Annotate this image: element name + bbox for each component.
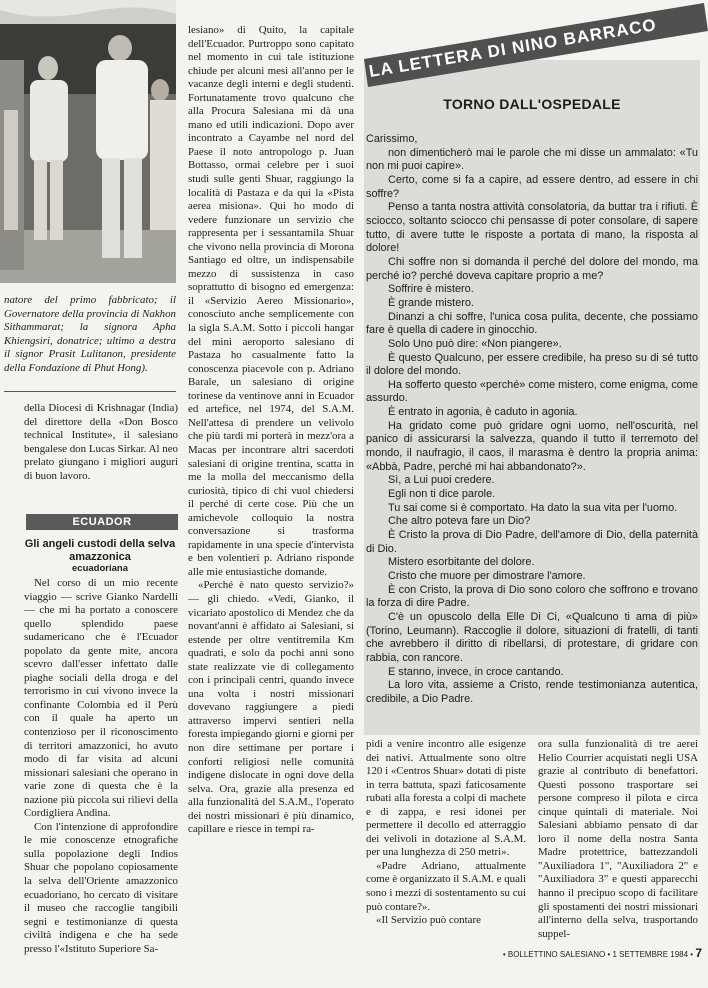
article-paragraph: Con l'intenzione di approfondire le mie conoscenze etnografiche sulla popolazione degli Indios Shuar che popolano copiosamente la selva dell'Oriente amazzonico ecuadoriano, ho cercato di visitare il museo che raccoglie tangibili segni e testimonianze di questa civiltà indigena e che ha sede presso l'«Istituto Superiore Sa-	[24, 820, 178, 955]
letter-paragraph: È Cristo la prova di Dio Padre, dell'amore di Dio, della paternità di Dio.	[366, 529, 698, 555]
letter-banner-title: LA LETTERA DI NINO BARRACO	[367, 15, 658, 81]
letter-paragraph: Certo, come si fa a capire, ad essere dentro, ad essere in chi soffre?	[366, 173, 698, 200]
article-paragraph: «Perché è nato questo servizio?» — gli chiedo. «Vedi, Gianko, il vicariato apostolico di Mendez che da novant'anni è affidato ai Salesiani, si estende per oltre ventitremila Km quadrati, e solo da pochi anni sono state realizzate vie di collegamento con i principali centri, quando invece una volta i nostri missionari dovevano raggiungere a piedi attraverso impervi sentieri nella foresta impiegando giorni e giorni per non dire settimane per portare i conforti religiosi nelle comunità indigene dislocate in ogni dove della selva. Ora, grazie alla presenza ed alla funzionalità del S.A.M., l'operato dei nostri missionari è più dinamico, capillare e riesce in tempi ra-	[188, 579, 354, 836]
letter-paragraph: Penso a tanta nostra attività consolatoria, da buttar tra i rifiuti. È sciocco, soltanto sciocco chi pensasse di poter consolare, di sapere tutto, di avere tutte le risposte a portata di mano, la risposta al dolore!	[366, 201, 698, 255]
letter-paragraph: non dimenticherò mai le parole che mi disse un ammalato: «Tu non mi puoi capire».	[366, 146, 698, 173]
letter-title: TORNO DALL'OSPEDALE	[443, 96, 621, 112]
letter-paragraph: Ha gridato come può gridare ogni uomo, nell'oscurità, nel panico di assicurarsi la salvezza, quando il tutto il terremoto del mondo, il naufragio, il caos, il marasma è dentro la propria anima: «Abbà, Padre, perché mi hai abbandonato?».	[366, 419, 698, 473]
footer-text: • BOLLETTINO SALESIANO • 1 SETTEMBRE 1984 •	[502, 950, 694, 959]
article-paragraph: «Il Servizio può contare	[376, 914, 481, 927]
letter-paragraph: Solo Uno può dire: «Non piangere».	[388, 337, 562, 350]
column-1-top	[24, 402, 178, 483]
column-2	[188, 24, 354, 837]
letter-paragraph: Cristo che muore per dimostrare l'amore.	[388, 570, 586, 582]
letter-paragraph: E stanno, invece, in croce cantando.	[388, 665, 564, 678]
page-footer	[450, 946, 702, 960]
letter-paragraph: La loro vita, assieme a Cristo, rende testimonianza autentica, credibile, a Dio Padre.	[366, 679, 698, 705]
letter-paragraph: Soffrire è mistero.	[388, 283, 474, 296]
letter-paragraph: È con Cristo, la prova di Dio sono coloro che soffrono e trovano la forza di dire Padre.	[366, 583, 698, 610]
article-subtitle: ecuadoriana	[72, 563, 128, 574]
letter-paragraph: Chi soffre non si domanda il perché del dolore del mondo, ma perché io? perché doveva capitare proprio a me?	[366, 255, 698, 282]
page-number: 7	[695, 946, 702, 960]
article-paragraph: pidi a venire incontro alle esigenze dei nativi. Attualmente sono oltre 120 i «Centros Shuar» dotati di piste in terra battuta, spazi faticosamente rubati alla foresta a colpi di machete e di zappa, e resi idonei per permettere il decollo ed atterraggio dei velivoli in dotazione al S.A.M. per una lunghezza di 250 metri».	[366, 738, 526, 859]
letter-paragraph: Mistero esorbitante del dolore.	[388, 556, 535, 569]
letter-paragraph: È entrato in agonia, è caduto in agonia.	[388, 406, 578, 419]
photo	[0, 0, 176, 283]
news-paragraph: della Diocesi di Krishnagar (India) del direttore della «Don Bosco technical Institute», il salesiano bengalese don Lucas Sirkar. Al neo prelato giungano i migliori auguri di buon lavoro.	[24, 402, 178, 482]
article-title: Gli angeli custodi della selva amazzonica	[24, 538, 176, 563]
letter-body	[366, 133, 698, 707]
letter-paragraph: Che altro poteva fare un Dio?	[388, 515, 531, 528]
letter-banner	[356, 1, 708, 87]
letter-paragraph: Dinanzi a chi soffre, l'unica cosa pulita, decente, che possiamo fare è quella di cadere in ginocchio.	[366, 310, 698, 337]
article-paragraph: lesiano» di Quito, la capitale dell'Ecuador. Purtroppo sono capitato nel momento in cui tale istituzione chiude per alcuni mesi all'anno per le vacanze degli interni e degli studenti. Fortunatamente trovo qualcuno che alla Procura Salesiana mi dà una mano ed utili indicazioni. Dopo aver incontrato a Cayambe nel nord del Paese il noto antropologo p. Juan Bottasso, ormai celebre per i suoi studi sulle genti Shuar, raggiungo la località di Pastaza e da qui la «Pista aerea misiona». Qui ho modo di vedere funzionare un servizio che rappresenta per i sessantamila Shuar che vivono nella provincia di Morona Santiago ed oltre, un indispensabile mezzo di sussistenza in caso soprattutto di bisogno ed emergenza: il «Servizio Aereo Missionario», conosciuto anche semplicemente con la sigla S.A.M. Sotto i piccoli hangar del mini aeroporto salesiano di Pastaza ho casualmente fatto la conoscenza piacevole con p. Adriano Barale, un salesiano di origine torinese da ventinove anni in Ecuador ed artefice, nel 1974, del S.A.M. Nell'attesa di prendere un velivolo che più tardi mi porterà in mezz'ora a Macas per incontrare altri sacerdoti salesiani di origine trentina, scatta in me la molla del meccanismo della curiosità, tipico di chi vuol chiedersi il perché di certe cose. Più che un amichevole colloquio la nostra conversazione si trasforma rapidamente in una specie d'intervista e ben volentieri p. Adriano risponde alle mie entusiastiche domande.	[188, 24, 354, 578]
article-paragraph: Nel corso di un mio recente viaggio — scrive Gianko Nardelli — che mi ha portato a conoscere quello splendido paese sudamericano che è l'Ecuador popolato da gente mite, ancora scevro dall'esser infettato dalle piaghe sociali della droga e del terrorismo in cui vivono invece la confinante Colombia ed il Perù con il quale ha aperto un contenzioso per il riconoscimento di territori amazzonici, ho avuto modo di far visita ad alcuni missionari salesiani che operano in varie zone di questa che è la nazione più piccola sui rilievi della Cordigliera Andina.	[24, 577, 178, 820]
letter-paragraph: È grande mistero.	[388, 296, 474, 309]
photo-caption: natore del primo fabbricato; il Governatore della provincia di Nakhon Sithammarat; la signora Apha Khiengsiri, donatrice; ultimo a destra il signor Prasit Lulitanon, presidente della Fondazione di Phut Hong).	[4, 294, 176, 374]
caption-divider	[4, 391, 176, 392]
letter-paragraph: Tu sai come si è comportato. Ha dato la sua vita per l'uomo.	[388, 501, 678, 514]
section-tag: ECUADOR	[26, 514, 178, 530]
article-paragraph: «Padre Adriano, attualmente come è organizzato il S.A.M. e quali sono i mezzi di sostentamento su cui può contare?».	[366, 859, 526, 913]
letter-paragraph: Ha sofferto questo «perché» come mistero, come enigma, come assurdo.	[366, 378, 698, 405]
letter-paragraph: Carissimo,	[366, 133, 418, 145]
ceremony-photo	[0, 0, 176, 283]
letter-paragraph: È questo Qualcuno, per essere credibile, ha preso su di sé tutto il dolore del mondo.	[366, 351, 698, 378]
letter-paragraph: C'è un opuscolo della Elle Di Ci, «Qualcuno ti ama di più» (Torino, Leumann). Raccoglie il dolore, situazioni di fratelli, di tanti che avrebbero il diritto di ribellarsi, di protestare, di gridare con rabbia, con rancore.	[366, 610, 698, 664]
article-paragraph: ora sulla funzionalità di tre aerei Helio Courrier acquistati negli USA grazie al contributo di benefattori. Questi possono trasportare sei persone compreso il pilota e circa cinque quintali di materiale. Noi Salesiani abbiamo pensato di dar loro il nome della nostra Santa Madre protettrice, battezzandoli "Auxiliadora 1", "Auxiliadora 2" e "Auxiliadora 3" e questi apparecchi hanno il precipuo scopo di facilitare gli spostamenti dei nostri missionari all'interno della selva, trasportando suppel-	[538, 738, 698, 940]
letter-paragraph: Egli non ti dice parole.	[388, 488, 496, 501]
letter-paragraph: Sì, a Lui puoi credere.	[388, 474, 495, 487]
column-4	[538, 738, 698, 941]
column-1	[24, 577, 178, 956]
column-3	[366, 738, 526, 928]
